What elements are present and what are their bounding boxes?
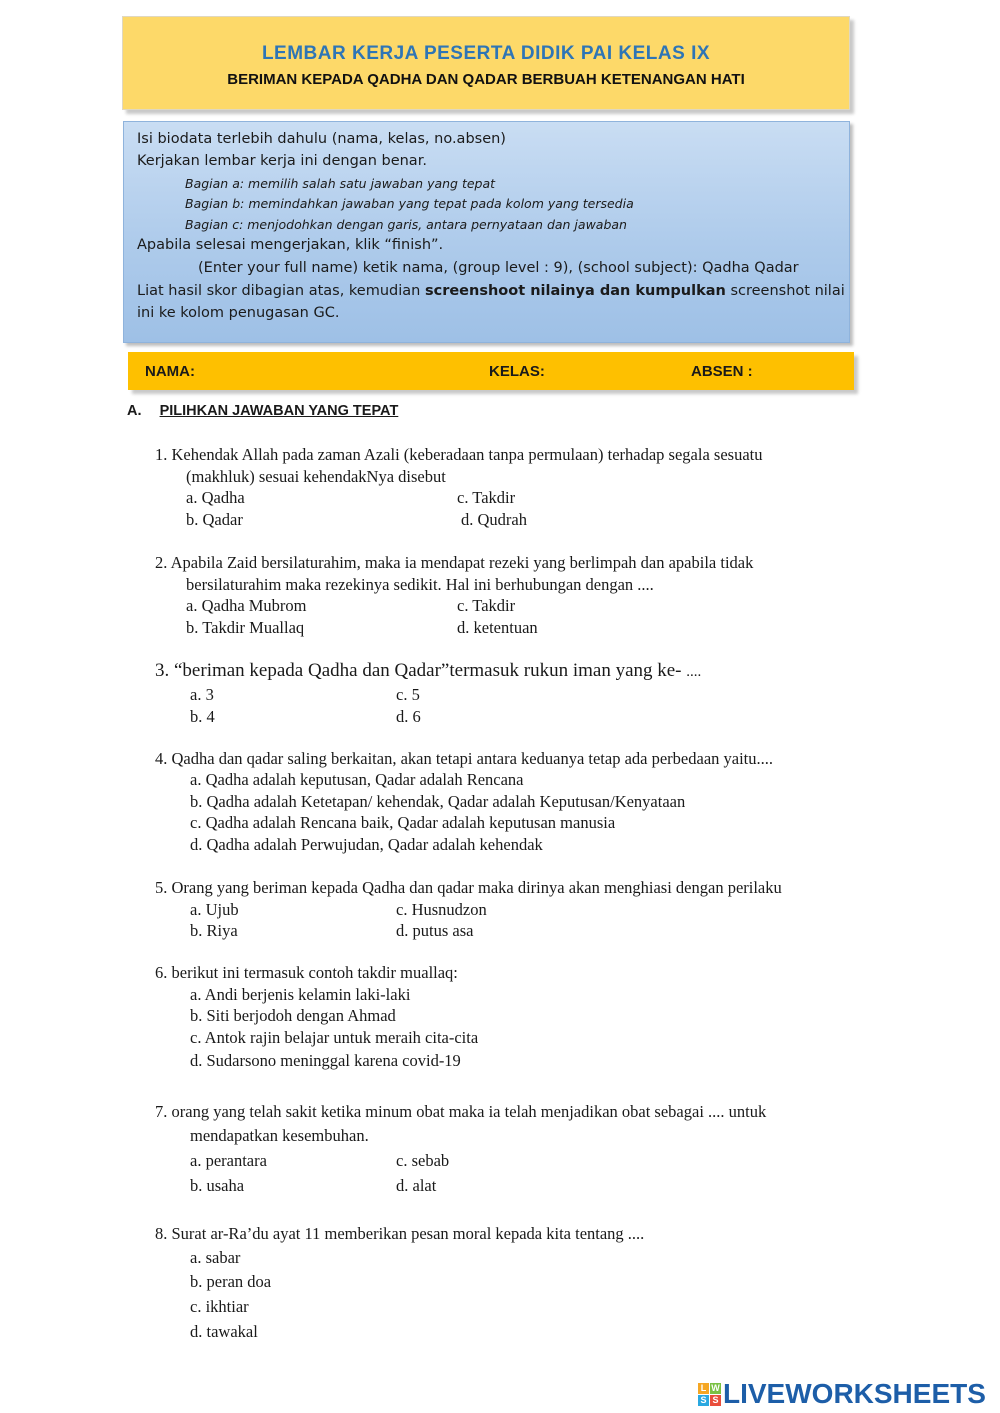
mark-letter: L: [698, 1383, 709, 1394]
option-c: c. Takdir: [457, 596, 516, 615]
option-a: a. sabar: [190, 1248, 241, 1267]
option-b: b. Siti berjodoh dengan Ahmad: [190, 1006, 396, 1025]
option-c: c. Qadha adalah Rencana baik, Qadar adalah keputusan manusia: [190, 813, 616, 832]
instruction-line: Isi biodata terlebih dahulu (nama, kelas, no.absen): [137, 131, 506, 147]
question-4-text: 4. Qadha dan qadar saling berkaitan, akan tetapi antara keduanya tetap ada perbedaan yaitu....: [155, 749, 774, 768]
question-2-text-cont: bersilaturahim maka rezekinya sedikit. Hal ini berhubungan dengan ....: [186, 575, 654, 594]
option-b: b. 4: [190, 707, 215, 726]
worksheet-title: LEMBAR KERJA PESERTA DIDIK PAI KELAS IX: [261, 43, 711, 64]
student-info-bar: [128, 352, 854, 390]
liveworksheets-logo: [698, 1380, 986, 1408]
instruction-part-a: Bagian a: memilih salah satu jawaban yang tepat: [185, 176, 496, 191]
option-d: d. Qudrah: [461, 510, 527, 529]
option-d: d. 6: [396, 707, 421, 726]
section-a-heading: [127, 403, 398, 419]
question-3-text: [155, 660, 701, 683]
question-2-text: 2. Apabila Zaid bersilaturahim, maka ia mendapat rezeki yang berlimpah dan apabila tidak: [155, 553, 754, 572]
instruction-text: Liat hasil skor dibagian atas, kemudian: [137, 283, 425, 299]
option-d: d. ketentuan: [457, 618, 538, 637]
question-3-body: 3. “beriman kepada Qadha dan Qadar”termasuk rukun iman yang ke-: [155, 660, 687, 681]
liveworksheets-mark-icon: [698, 1383, 721, 1406]
instruction-line: Kerjakan lembar kerja ini dengan benar.: [137, 153, 427, 169]
option-c: c. 5: [396, 685, 420, 704]
section-letter: A.: [127, 403, 142, 419]
instructions-box: [123, 121, 850, 343]
option-a: a. 3: [190, 685, 214, 704]
mark-letter: S: [698, 1395, 709, 1406]
option-c: c. sebab: [396, 1151, 450, 1170]
instruction-part-b: Bagian b: memindahkan jawaban yang tepat pada kolom yang tersedia: [185, 196, 634, 211]
option-b: b. usaha: [190, 1176, 245, 1195]
instruction-line: [137, 283, 845, 299]
option-b: b. Qadar: [186, 510, 243, 529]
option-c: c. Antok rajin belajar untuk meraih cita-cita: [190, 1028, 479, 1047]
question-7-text-cont: mendapatkan kesembuhan.: [190, 1126, 369, 1145]
option-d: d. putus asa: [396, 921, 474, 940]
option-b: b. Takdir Muallaq: [186, 618, 305, 637]
question-8-text: 8. Surat ar-Ra’du ayat 11 memberikan pesan moral kepada kita tentang ....: [155, 1224, 645, 1243]
name-label: NAMA:: [145, 363, 195, 380]
option-d: d. Qadha adalah Perwujudan, Qadar adalah kehendak: [190, 835, 543, 854]
option-a: a. Qadha: [186, 488, 245, 507]
instruction-emphasis: screenshoot nilainya dan kumpulkan: [424, 283, 726, 299]
question-1-text: 1. Kehendak Allah pada zaman Azali (keberadaan tanpa permulaan) terhadap segala sesuatu: [155, 445, 763, 464]
instruction-line: Apabila selesai mengerjakan, klik “finish”.: [137, 237, 444, 253]
question-1-text-cont: (makhluk) sesuai kehendakNya disebut: [186, 467, 446, 486]
option-a: a. Qadha adalah keputusan, Qadar adalah Rencana: [190, 770, 524, 789]
class-label: KELAS:: [489, 363, 545, 380]
section-title: PILIHKAN JAWABAN YANG TEPAT: [159, 403, 399, 419]
option-b: b. peran doa: [190, 1272, 272, 1291]
option-a: a. Ujub: [190, 900, 239, 919]
option-d: d. alat: [396, 1176, 437, 1195]
option-c: c. ikhtiar: [190, 1297, 249, 1316]
option-a: a. perantara: [190, 1151, 267, 1170]
instruction-line: ini ke kolom penugasan GC.: [137, 305, 340, 321]
question-5-text: 5. Orang yang beriman kepada Qadha dan qadar maka dirinya akan menghiasi dengan perilaku: [155, 878, 782, 897]
mark-letter: S: [710, 1395, 721, 1406]
instruction-line: (Enter your full name) ketik nama, (group level : 9), (school subject): Qadha Qadar: [198, 260, 799, 276]
worksheet-subtitle: BERIMAN KEPADA QADHA DAN QADAR BERBUAH KETENANGAN HATI: [227, 71, 745, 88]
instruction-part-c: Bagian c: menjodohkan dengan garis, antara pernyataan dan jawaban: [185, 217, 627, 232]
worksheet-header: [122, 16, 850, 110]
question-3-dots: ....: [686, 664, 702, 680]
option-b: b. Qadha adalah Ketetapan/ kehendak, Qadar adalah Keputusan/Kenyataan: [190, 792, 686, 811]
instruction-text: screenshot nilai: [725, 283, 845, 299]
option-a: a. Andi berjenis kelamin laki-laki: [190, 985, 411, 1004]
question-7-text: 7. orang yang telah sakit ketika minum obat maka ia telah menjadikan obat sebagai .... untuk: [155, 1102, 767, 1121]
option-c: c. Husnudzon: [396, 900, 487, 919]
liveworksheets-wordmark: LIVEWORKSHEETS: [723, 1378, 986, 1409]
option-b: b. Riya: [190, 921, 238, 940]
question-6-text: 6. berikut ini termasuk contoh takdir muallaq:: [155, 963, 458, 982]
option-d: d. tawakal: [190, 1322, 258, 1341]
option-c: c. Takdir: [457, 488, 516, 507]
absen-label: ABSEN :: [691, 363, 753, 380]
option-a: a. Qadha Mubrom: [186, 596, 307, 615]
mark-letter: W: [711, 1382, 720, 1393]
option-d: d. Sudarsono meninggal karena covid-19: [190, 1051, 461, 1070]
